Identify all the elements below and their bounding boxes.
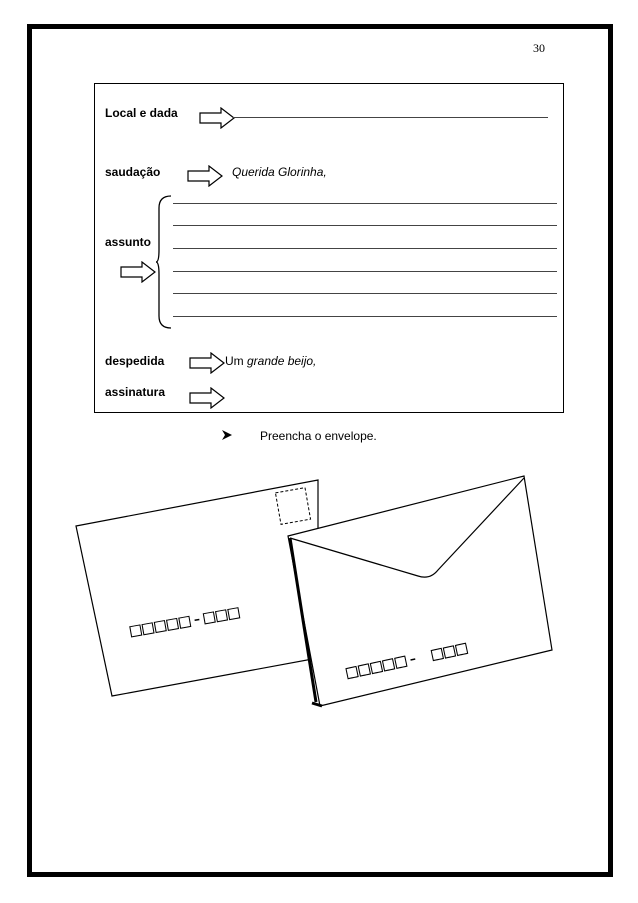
left-envelope: [76, 480, 318, 696]
right-zip-boxes[interactable]: □□□□□- □□□: [344, 636, 471, 684]
assinatura-label: assinatura: [105, 385, 166, 399]
saudacao-text: Querida Glorinha,: [232, 165, 327, 179]
left-zip-boxes[interactable]: □□□□□-□□□: [128, 600, 243, 642]
despedida-label: despedida: [105, 354, 165, 368]
despedida-italic: grande beijo,: [247, 354, 317, 368]
instruction-text: Preencha o envelope.: [260, 429, 377, 443]
right-envelope: [288, 476, 552, 706]
saudacao-label: saudação: [105, 165, 161, 179]
assunto-label: assunto: [105, 235, 152, 249]
local-label: Local e dada: [105, 106, 178, 120]
page-number: 30: [533, 41, 545, 55]
despedida-prefix: Um: [225, 354, 247, 368]
